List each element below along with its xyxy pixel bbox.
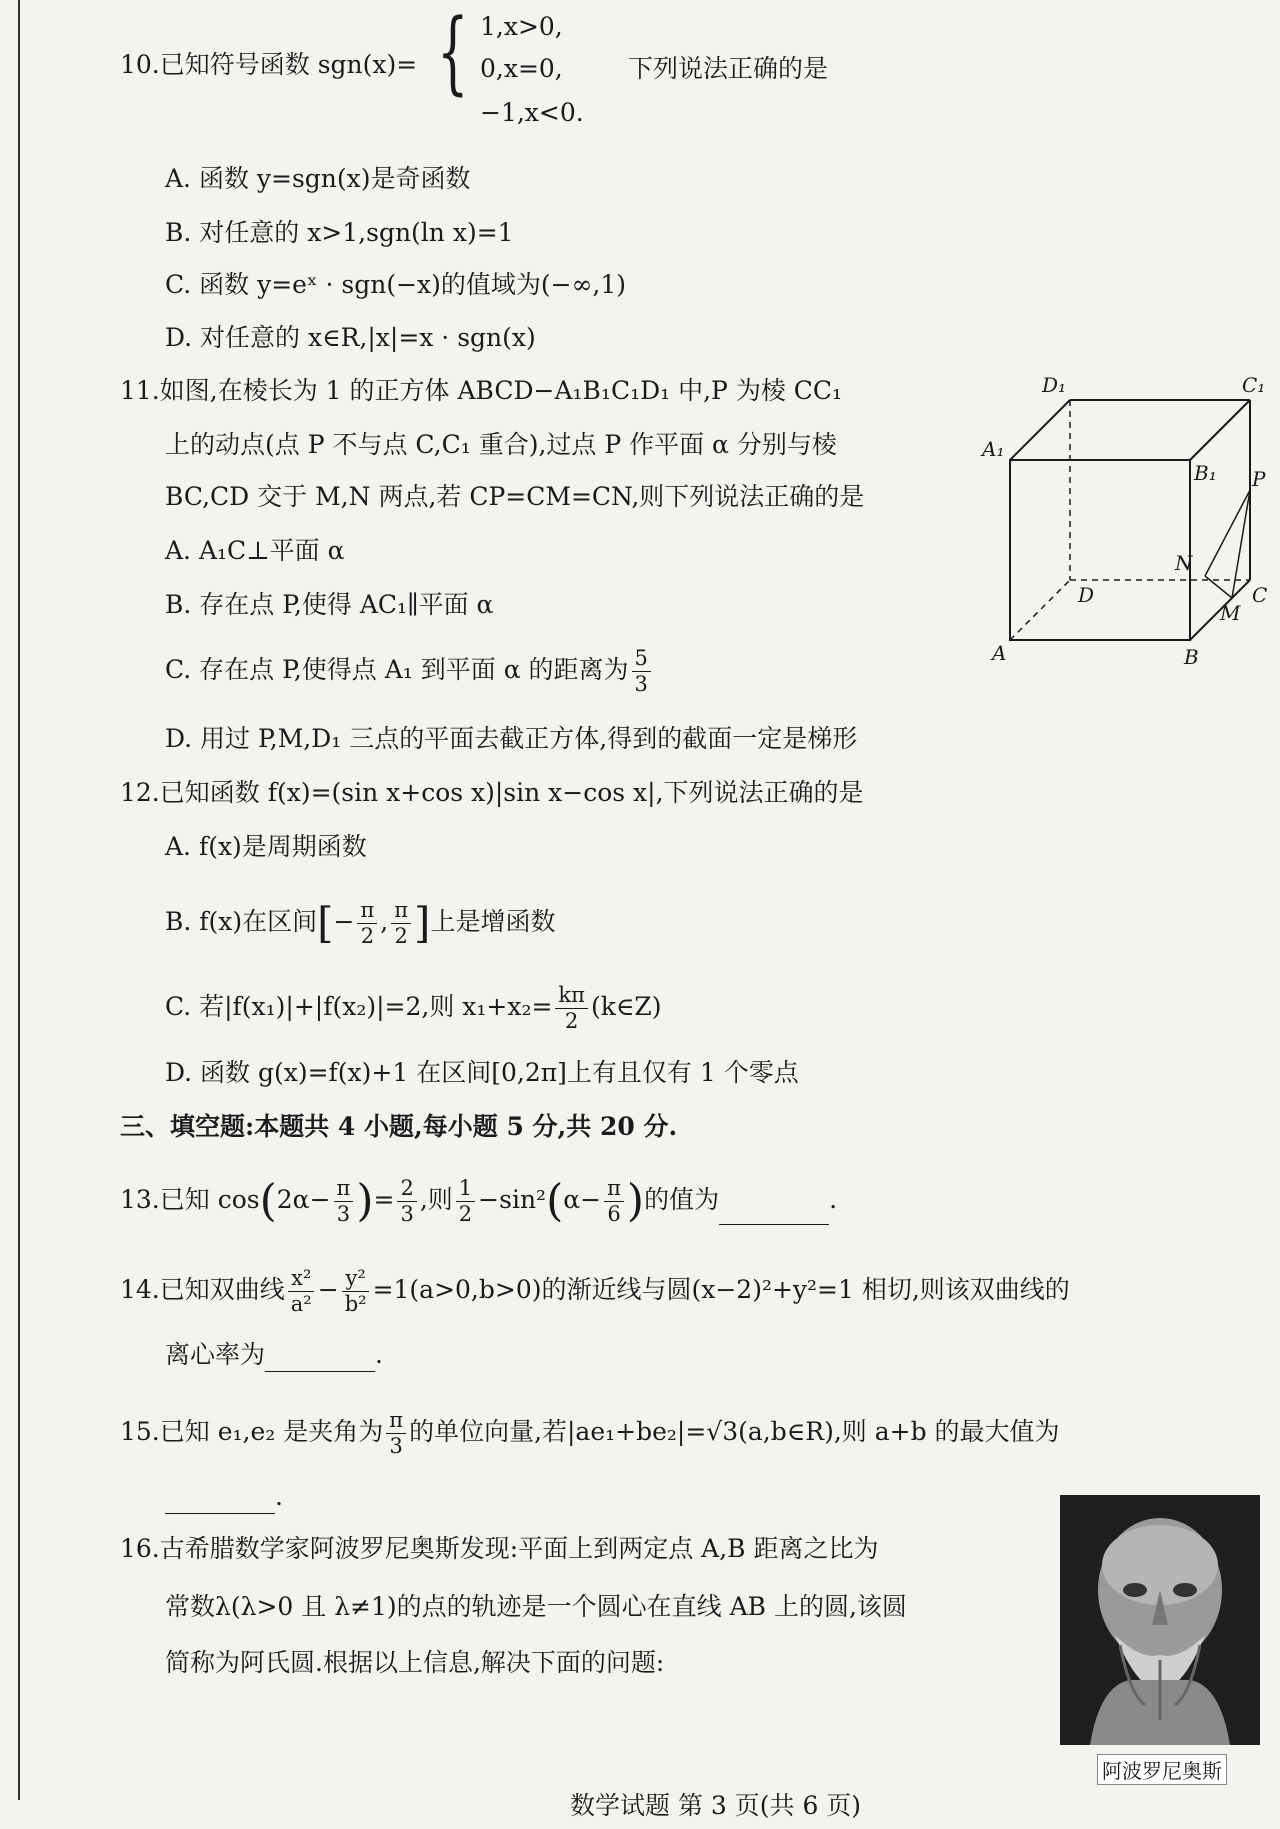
page-footer: 数学试题 第 3 页(共 6 页) — [570, 1791, 862, 1820]
q10-case1: 1,x>0, — [480, 12, 563, 41]
cube-figure — [980, 370, 1268, 670]
q15-line2: . — [165, 1480, 283, 1514]
q16-line2: 常数λ(λ>0 且 λ≠1)的点的轨迹是一个圆心在直线 AB 上的圆,该圆 — [165, 1592, 907, 1621]
q12-stem: 12.已知函数 f(x)=(sin x+cos x)|sin x−cos x|,下列说法正确的是 — [120, 778, 864, 807]
q10-option-a: A. 函数 y=sgn(x)是奇函数 — [165, 164, 471, 193]
section-fill-in: 三、填空题:本题共 4 小题,每小题 5 分,共 20 分. — [120, 1112, 678, 1141]
label-n: N — [1175, 551, 1193, 575]
q11-c-fraction: $\frac{5}{3}$ — [632, 648, 651, 695]
q13-line: 13.已知 cos(2α− $\frac{\pi}{3}$ )= $\frac{2}{3}$ ,则 $\frac{1}{2}$ −sin²(α− $\frac{\pi}{6}$ )的值为 . — [120, 1175, 838, 1227]
q10-option-d: D. 对任意的 x∈R,|x|=x · sgn(x) — [165, 323, 536, 352]
portrait-caption: 阿波罗尼奥斯 — [1097, 1754, 1227, 1785]
q11-line1: 11.如图,在棱长为 1 的正方体 ABCD−A₁B₁C₁D₁ 中,P 为棱 CC₁ — [120, 376, 843, 405]
q10-option-b: B. 对任意的 x>1,sgn(ln x)=1 — [165, 218, 514, 247]
label-d1: D₁ — [1042, 373, 1067, 397]
label-b1: B₁ — [1194, 461, 1217, 485]
q10-stem: 10.已知符号函数 sgn(x)= — [120, 50, 418, 79]
q12-option-d: D. 函数 g(x)=f(x)+1 在区间[0,2π]上有且仅有 1 个零点 — [165, 1058, 799, 1087]
margin-line — [18, 0, 20, 1800]
q14-line1: 14.已知双曲线 $\frac{\text{x²}}{\text{a²}}$ − $\frac{\text{y²}}{\text{b²}}$ =1(a>0,b>0)的渐近线与圆(x−2)²+y²=1 相切,则该双曲线的 — [120, 1266, 1070, 1316]
q11-line2: 上的动点(点 P 不与点 C,C₁ 重合),过点 P 作平面 α 分别与棱 — [165, 430, 837, 459]
q14-line2: 离心率为 . — [165, 1338, 383, 1372]
q10-case2: 0,x=0, — [480, 54, 563, 83]
q16-line1: 16.古希腊数学家阿波罗尼奥斯发现:平面上到两定点 A,B 距离之比为 — [120, 1534, 879, 1563]
label-p: P — [1252, 467, 1266, 491]
label-a1: A₁ — [982, 437, 1005, 461]
q10-case3: −1,x<0. — [480, 98, 584, 127]
q12-option-b: B. f(x)在区间[− $\frac{\pi}{2}$ , $\frac{\pi}{2}$ ]上是增函数 — [165, 898, 556, 948]
q11-option-b: B. 存在点 P,使得 AC₁∥平面 α — [165, 590, 494, 619]
q15-answer-blank[interactable] — [165, 1513, 275, 1514]
label-d: D — [1078, 583, 1095, 607]
label-a: A — [992, 641, 1007, 665]
q12-option-c: C. 若|f(x₁)|+|f(x₂)|=2,则 x₁+x₂= $\frac{k\pi}{2}$ (k∈Z) — [165, 983, 662, 1033]
q10-option-c: C. 函数 y=eˣ · sgn(−x)的值域为(−∞,1) — [165, 270, 626, 299]
q10-brace: { — [437, 0, 469, 105]
label-c1: C₁ — [1242, 373, 1266, 397]
q11-option-c: C. 存在点 P,使得点 A₁ 到平面 α 的距离为 $\frac{5}{3}$ — [165, 648, 654, 695]
label-m: M — [1220, 601, 1241, 625]
q11-option-d: D. 用过 P,M,D₁ 三点的平面去截正方体,得到的截面一定是梯形 — [165, 724, 858, 753]
q11-line3: BC,CD 交于 M,N 两点,若 CP=CM=CN,则下列说法正确的是 — [165, 482, 865, 511]
apollonius-portrait-image — [1060, 1495, 1260, 1745]
q11-option-a: A. A₁C⊥平面 α — [165, 536, 345, 565]
label-b: B — [1184, 645, 1199, 669]
q10-stem-post: 下列说法正确的是 — [628, 54, 829, 83]
q12-option-a: A. f(x)是周期函数 — [165, 832, 367, 861]
q13-answer-blank[interactable] — [719, 1224, 829, 1225]
q14-answer-blank[interactable] — [265, 1371, 375, 1372]
q16-line3: 简称为阿氏圆.根据以上信息,解决下面的问题: — [165, 1648, 665, 1677]
q15-line1: 15.已知 e₁,e₂ 是夹角为 $\frac{\pi}{3}$ 的单位向量,若|ae₁+be₂|=√3(a,b∈R),则 a+b 的最大值为 — [120, 1408, 1060, 1458]
label-c: C — [1252, 583, 1268, 607]
